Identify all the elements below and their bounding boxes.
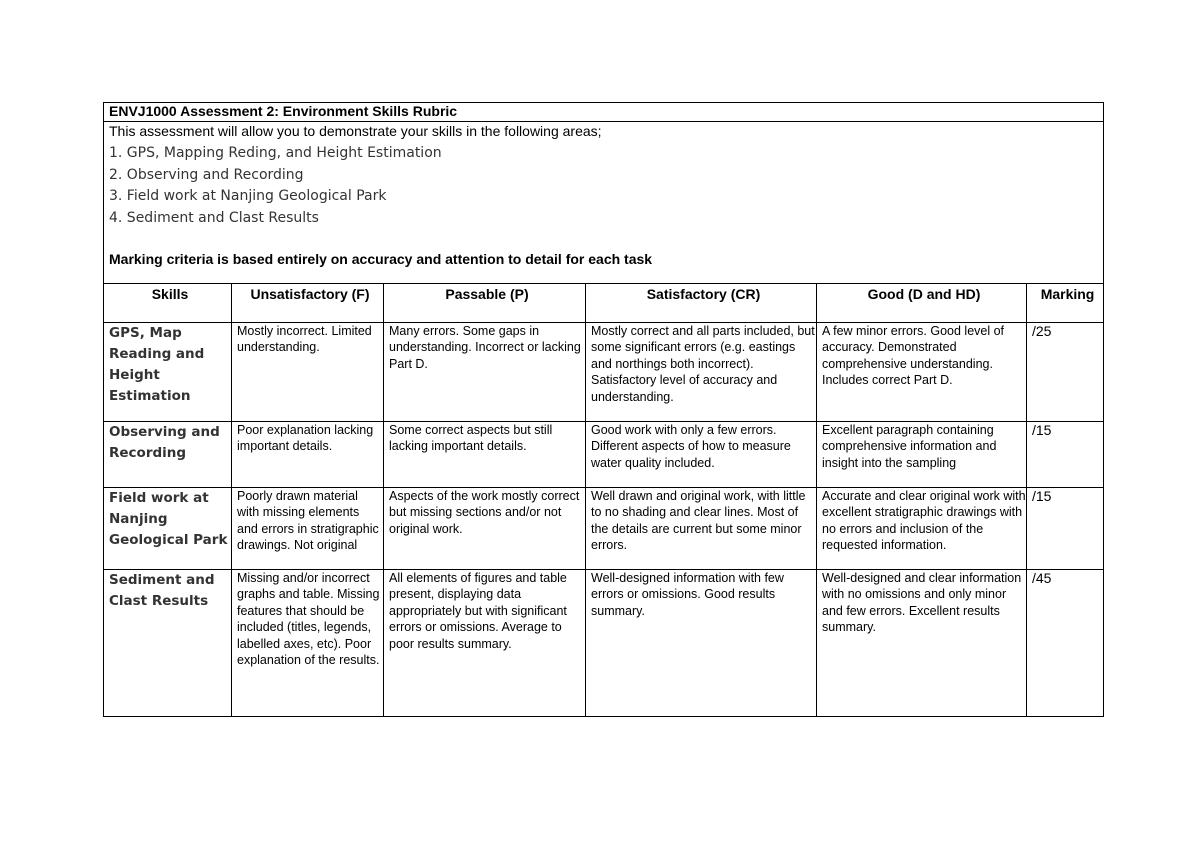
unsatisfactory-description: Poorly drawn material with missing elements and errors in stratigraphic drawings. Not original (232, 488, 384, 570)
table-row (104, 323, 1104, 422)
list-item: 3. Field work at Nanjing Geological Park (109, 188, 387, 204)
skill-name: Observing and Recording (104, 422, 232, 488)
table-row (104, 570, 1104, 717)
intro-text: This assessment will allow you to demonstrate your skills in the following areas; (109, 123, 602, 139)
satisfactory-description: Good work with only a few errors. Different aspects of how to measure water quality included. (586, 422, 817, 488)
header-passable: Passable (P) (384, 284, 586, 323)
marking-criteria-note: Marking criteria is based entirely on accuracy and attention to detail for each task (109, 251, 653, 267)
table-row (104, 422, 1104, 488)
good-description: Excellent paragraph containing comprehensive information and insight into the sampling (817, 422, 1027, 488)
marking-value: /15 (1027, 422, 1104, 488)
satisfactory-description: Well-designed information with few errors or omissions. Good results summary. (586, 570, 817, 717)
header-good: Good (D and HD) (817, 284, 1027, 323)
good-description: A few minor errors. Good level of accuracy. Demonstrated comprehensive understanding. Includes correct Part D. (817, 323, 1027, 422)
skill-name: Sediment and Clast Results (104, 570, 232, 717)
good-description: Accurate and clear original work with excellent stratigraphic drawings with no errors and inclusion of the requested information. (817, 488, 1027, 570)
intro-row (104, 122, 1104, 284)
rubric-table (103, 102, 1104, 717)
header-row (104, 284, 1104, 323)
unsatisfactory-description: Poor explanation lacking important details. (232, 422, 384, 488)
passable-description: Many errors. Some gaps in understanding. Incorrect or lacking Part D. (384, 323, 586, 422)
passable-description: Some correct aspects but still lacking important details. (384, 422, 586, 488)
marking-value: /25 (1027, 323, 1104, 422)
skill-areas-list (109, 143, 1103, 229)
list-item: 4. Sediment and Clast Results (109, 209, 319, 226)
table-row (104, 488, 1104, 570)
marking-value: /15 (1027, 488, 1104, 570)
rubric-title: ENVJ1000 Assessment 2: Environment Skills Rubric (104, 103, 1104, 122)
title-row (104, 103, 1104, 122)
header-skills: Skills (104, 284, 232, 323)
header-unsatisfactory: Unsatisfactory (F) (232, 284, 384, 323)
list-item: 2. Observing and Recording (109, 166, 304, 183)
skill-name: GPS, Map Reading and Height Estimation (104, 323, 232, 422)
unsatisfactory-description: Mostly incorrect. Limited understanding. (232, 323, 384, 422)
header-marking: Marking (1027, 284, 1104, 323)
satisfactory-description: Well drawn and original work, with little to no shading and clear lines. Most of the details are current but some minor errors. (586, 488, 817, 570)
passable-description: All elements of figures and table present, displaying data appropriately but with significant errors or omissions. Average to poor results summary. (384, 570, 586, 717)
unsatisfactory-description: Missing and/or incorrect graphs and table. Missing features that should be included (titles, legends, labelled axes, etc). Poor explanation of the results. (232, 570, 384, 717)
satisfactory-description: Mostly correct and all parts included, but some significant errors (e.g. eastings and northings both incorrect). Satisfactory level of accuracy and understanding. (586, 323, 817, 422)
passable-description: Aspects of the work mostly correct but missing sections and/or not original work. (384, 488, 586, 570)
header-satisfactory: Satisfactory (CR) (586, 284, 817, 323)
good-description: Well-designed and clear information with no omissions and only minor and few errors. Excellent results summary. (817, 570, 1027, 717)
skill-name: Field work at Nanjing Geological Park (104, 488, 232, 570)
marking-value: /45 (1027, 570, 1104, 717)
list-item: 1. GPS, Mapping Reding, and Height Estimation (109, 145, 442, 161)
intro-section (104, 122, 1104, 284)
